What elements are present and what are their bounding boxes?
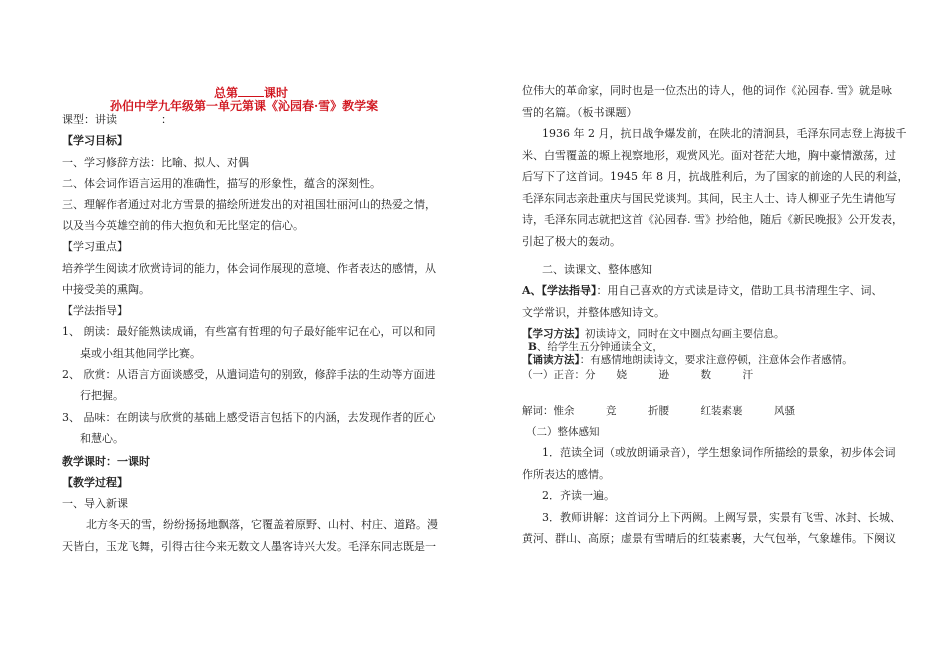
method-line xyxy=(522,284,883,298)
method-item: 1、 朗读：最好能熟读成诵，有些富有哲理的句子最好能牢记在心，可以和同 xyxy=(62,325,436,338)
study-method-label: 【学习方法】 xyxy=(522,328,585,340)
vocab-line: 解词：惟余 竞 折腰 红装素裹 风骚 xyxy=(522,405,795,417)
period-heading: 教学课时：一课时 xyxy=(62,455,150,468)
method-label: A、【学法指导】 xyxy=(522,284,597,297)
goal-item: 二、体会词作语言运用的准确性，描写的形象性，蕴含的深刻性。 xyxy=(62,177,381,190)
body-paragraph-cont: 米、白雪覆盖的塬上视察地形，观赏风光。面对苍茫大地，胸中豪情激荡，过 xyxy=(522,149,896,162)
goal-item-cont: 以及当今英雄空前的伟大抱负和无比坚定的信心。 xyxy=(62,219,304,232)
title-line-1 xyxy=(214,86,288,100)
section-heading: （二）整体感知 xyxy=(526,426,600,438)
body-paragraph-cont: 毛泽东同志亲赴重庆与国民党谈判。其间，民主人士、诗人柳亚子先生请他写 xyxy=(522,192,896,205)
b-label: B xyxy=(528,341,537,353)
study-method-line xyxy=(522,327,785,341)
body-paragraph-cont: 天皆白，玉龙飞舞，引得古往今来无数文人墨客诗兴大发。毛泽东同志既是一 xyxy=(62,540,436,553)
blank-line xyxy=(238,86,264,97)
recite-method-text: ：有感情地朗读诗文，要求注意停顿，注意体会作者感情。 xyxy=(579,354,853,366)
lesson-type: 课型：讲读 ： xyxy=(62,113,172,126)
page-title: 孙伯中学九年级第一单元第课《沁园春·雪》教学案 xyxy=(110,99,379,113)
title-suffix: 课时 xyxy=(264,86,289,100)
method-item-cont: 桌或小组其他同学比赛。 xyxy=(80,347,201,360)
step-item: 2．齐读一遍。 xyxy=(542,489,615,502)
goal-item: 一、学习修辞方法：比喻、拟人、对偶 xyxy=(62,156,249,169)
step-item: 1．范读全词（或放朗诵录音），学生想象词作所描绘的景象，初步体会词 xyxy=(542,446,896,459)
body-paragraph-cont: 位伟大的革命家，同时也是一位杰出的诗人，他的词作《沁园春. 雪》就是咏 xyxy=(522,84,892,97)
b-text: 、给学生五分钟通读全文， xyxy=(536,341,663,353)
method-item-cont: 行把握。 xyxy=(80,389,124,402)
study-method-text: 初读诗文，同时在文中圈点勾画主要信息。 xyxy=(585,328,785,340)
method-item: 3、 品味：在朗读与欣赏的基础上感受语言包括下的内涵，去发现作者的匠心 xyxy=(62,411,436,424)
process-heading: 【教学过程】 xyxy=(62,476,128,489)
method-line-cont: 文学常识，并整体感知诗文。 xyxy=(522,306,665,319)
body-paragraph-cont: 引起了极大的轰动。 xyxy=(522,235,621,248)
method-item-cont: 和慧心。 xyxy=(80,432,124,445)
method-text: ：用自己喜欢的方式读是诗文，借助工具书清理生字、词、 xyxy=(596,284,883,297)
title-prefix: 总第 xyxy=(214,86,239,100)
step-item-cont: 作所表达的感情。 xyxy=(522,468,610,481)
recite-method-label: 【诵读方法】 xyxy=(522,354,580,366)
pronunciation-line: （一）正音：分 娆 逊 数 汗 xyxy=(522,369,753,381)
section-heading: 二、读课文、整体感知 xyxy=(542,263,652,276)
intro-heading: 一、导入新课 xyxy=(62,497,128,510)
body-paragraph-cont: 诗，毛泽东同志就把这首《沁园春. 雪》抄给他，随后《新民晚报》公开发表， xyxy=(522,213,903,226)
goals-heading: 【学习目标】 xyxy=(62,134,128,147)
body-paragraph: 1936 年 2 月，抗日战争爆发前，在陕北的清涧县，毛泽东同志登上海拔千 xyxy=(542,127,907,140)
focus-text: 培养学生阅读才欣赏诗词的能力，体会词作展现的意境、作者表达的感情，从 xyxy=(62,262,436,275)
body-paragraph: 北方冬天的雪，纷纷扬扬地飘落，它覆盖着原野、山村、村庄、道路。漫 xyxy=(86,518,438,531)
goal-item: 三、理解作者通过对北方雪景的描绘所迸发出的对祖国壮丽河山的热爱之情， xyxy=(62,198,436,211)
step-item: 3．教师讲解：这首词分上下两阙。上阙写景，实景有飞雪、冰封、长城、 xyxy=(542,511,901,524)
body-paragraph-cont: 雪的名篇。（板书课题） xyxy=(522,106,638,119)
focus-heading: 【学习重点】 xyxy=(62,240,128,253)
focus-text-cont: 中接受美的熏陶。 xyxy=(62,283,150,296)
b-line xyxy=(528,340,663,354)
body-paragraph-cont: 后写下了这首词。1945 年 8 月，抗战胜利后，为了国家的前途的人民的利益， xyxy=(522,170,909,183)
method-heading: 【学法指导】 xyxy=(62,304,128,317)
method-item: 2、 欣赏：从语言方面谈感受，从遣词造句的别致，修辞手法的生动等方面进 xyxy=(62,368,436,381)
recite-method-line xyxy=(522,353,853,367)
step-item-cont: 黄河、群山、高原；虚景有雪晴后的红装素裹，大气包举，气象雄伟。下阕议 xyxy=(522,532,896,545)
